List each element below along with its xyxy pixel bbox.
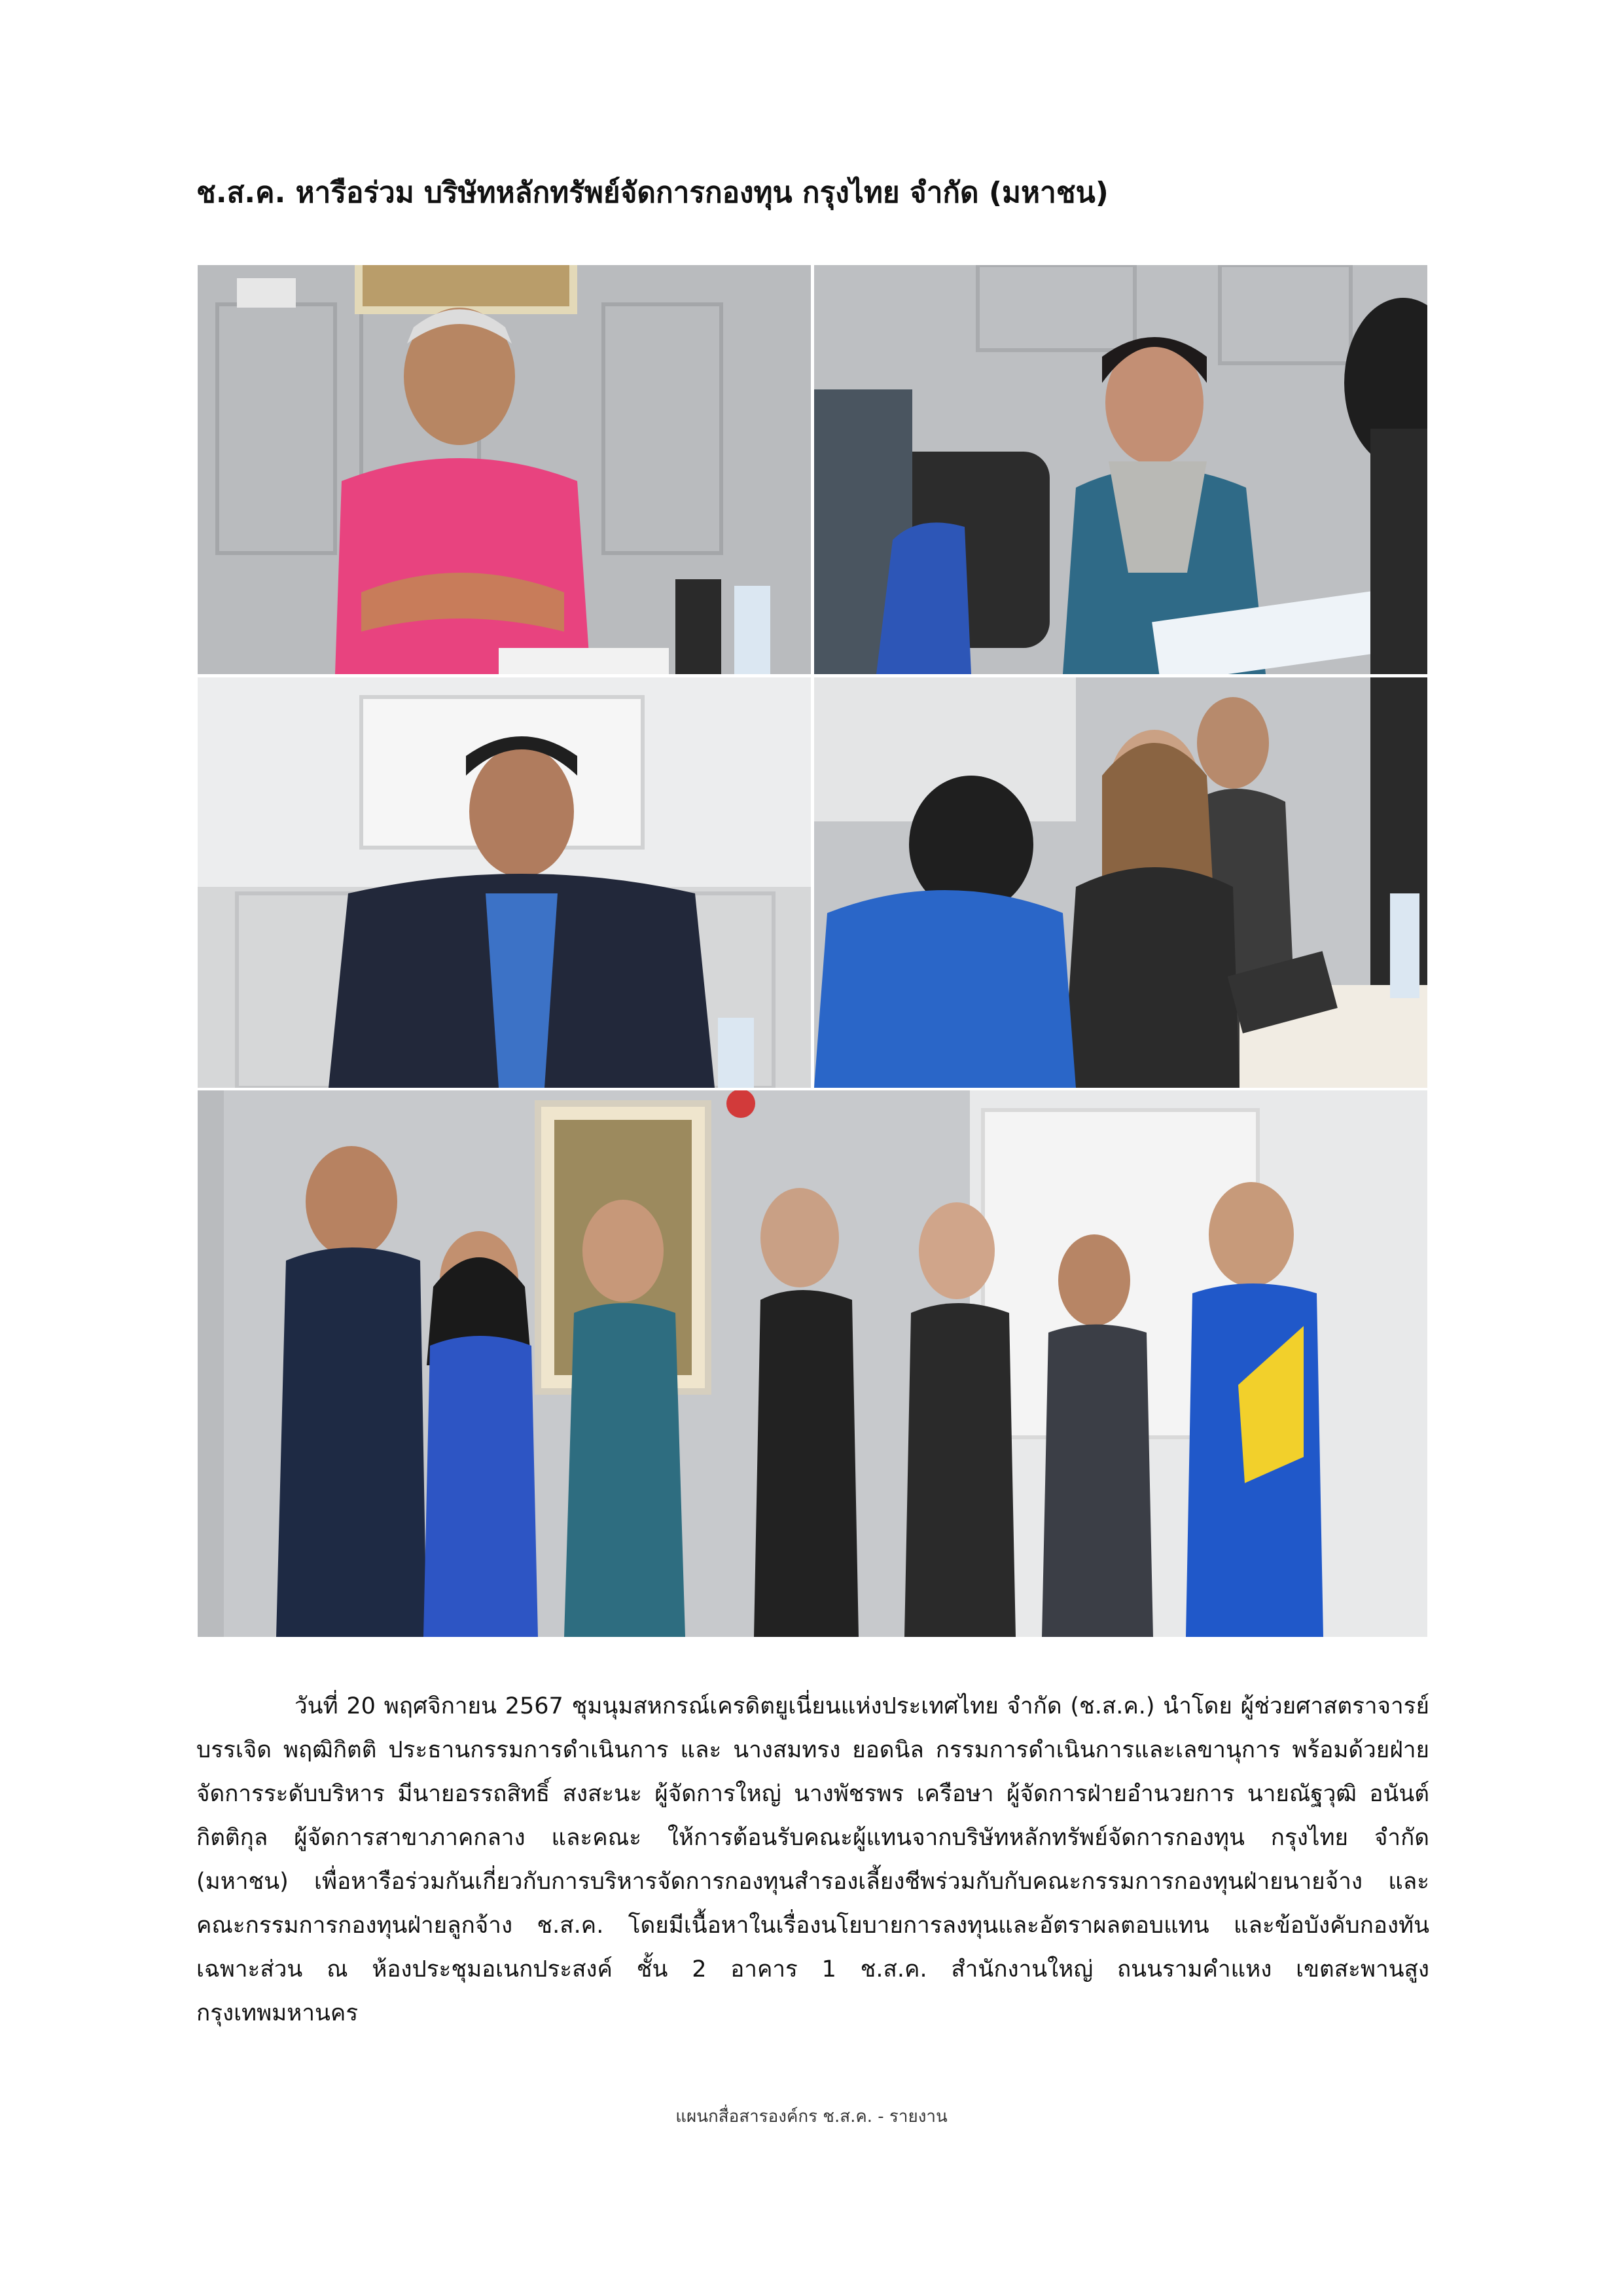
footer-credit: แผนกสื่อสารองค์กร ช.ส.ค. - รายงาน: [675, 2107, 948, 2126]
article-body: วันที่ 20 พฤศจิกายน 2567 ชุมนุมสหกรณ์เครดิตยูเนี่ยนแห่งประเทศไทย จำกัด (ช.ส.ค.) นำโดย ผู้ช่วยศาสตราจารย์บรรเจิด พฤฒิกิตติ ประธานกรรมการดำเนินการ และ นางสมทรง ยอดนิล กรรมการดำเนินการและเลขานุการ พร้อมด้วยฝ่ายจัดการระดับบริหาร มีนายอรรถสิทธิ์ สงสะนะ ผู้จัดการใหญ่ นางพัชรพร เครือษา ผู้จัดการฝ่ายอำนวยการ นายณัฐวุฒิ อนันต์กิตติกุล ผู้จัดการสาขาภาคกลาง และคณะ ให้การต้อนรับคณะผู้แทนจากบริษัทหลักทรัพย์จัดการกองทุน กรุงไทย จำกัด (มหาชน) เพื่อหารือร่วมกันเกี่ยวกับการบริหารจัดการกองทุนสำรองเลี้ยงชีพร่วมกับกับคณะกรรมการกองทุนฝ่ายนายจ้าง และคณะกรรมการกองทุนฝ่ายลูกจ้าง ช.ส.ค. โดยมีเนื้อหาในเรื่องนโยบายการลงทุนและอัตราผลตอบแทน และข้อบังคับกองทันเฉพาะส่วน ณ ห้องประชุมอเนกประสงค์ ชั้น 2 อาคาร 1 ช.ส.ค. สำนักงานใหญ่ ถนนรามคำแหง เขตสะพานสูง กรุงเทพมหานคร: [196, 1693, 1429, 2026]
photo-woman-blue-dress: [814, 265, 1427, 674]
photo-group-seven-people: [198, 1090, 1427, 1637]
page-title: ช.ส.ค. หารือร่วม บริษัทหลักทรัพย์จัดการกองทุน กรุงไทย จำกัด (มหาชน): [196, 176, 1109, 209]
photo-man-pink-shirt: [198, 265, 811, 674]
photo-man-dark-suit: [198, 677, 811, 1088]
photo-group-discussion: [814, 677, 1427, 1088]
